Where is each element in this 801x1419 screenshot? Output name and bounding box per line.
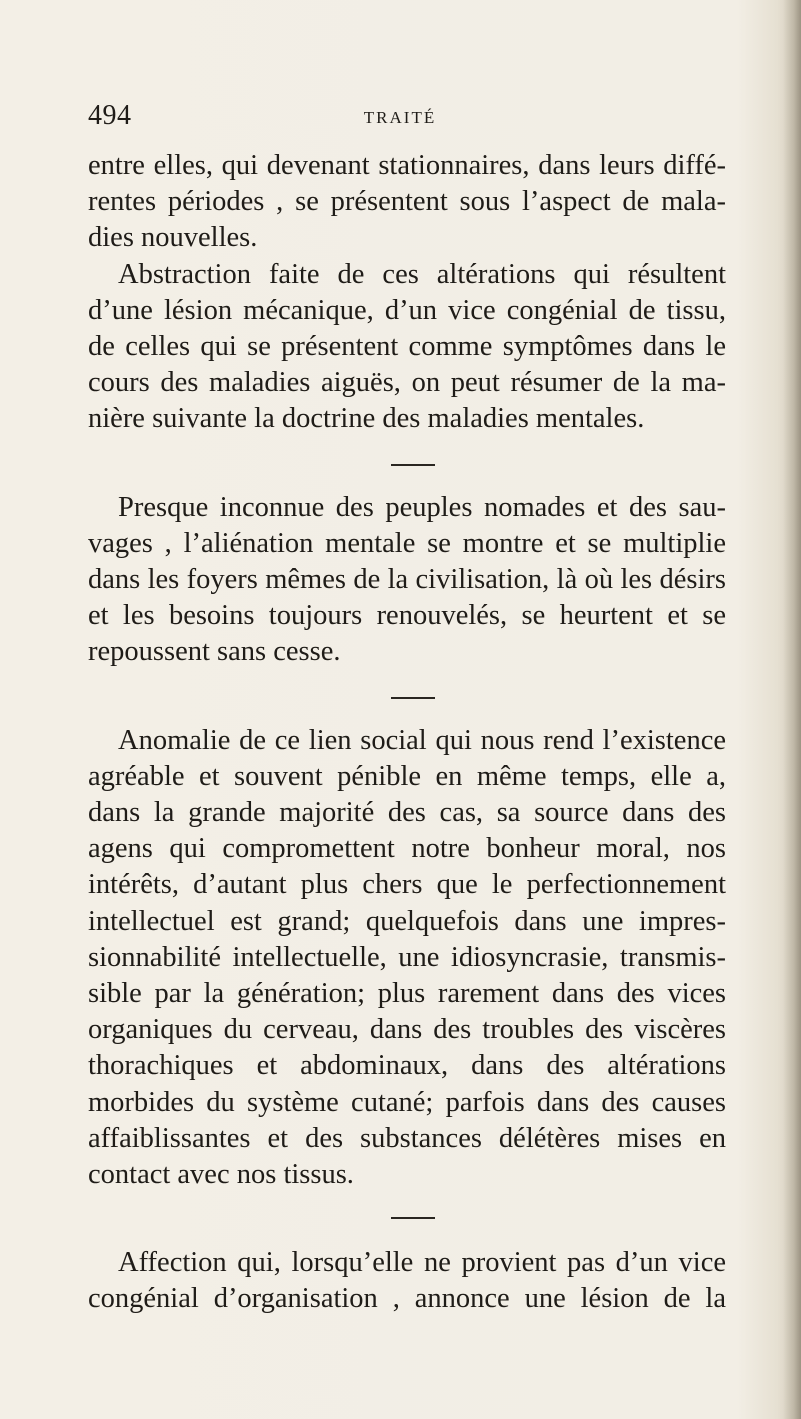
text-line: Affection qui, lorsqu’elle ne provient pas d’un vice xyxy=(118,1247,726,1279)
text-line: congénial d’organisation , annonce une lésion de la xyxy=(88,1283,726,1315)
section-divider xyxy=(391,1217,435,1219)
text-line: vages , l’aliénation mentale se montre et se multiplie xyxy=(88,527,726,559)
text-line: sible par la génération; plus rarement dans des vices xyxy=(88,978,726,1010)
text-line: de celles qui se présentent comme symptômes dans le xyxy=(88,331,726,363)
text-line: et les besoins toujours renouvelés, se heurtent et se xyxy=(88,600,726,632)
text-line: entre elles, qui devenant stationnaires, dans leurs diffé- xyxy=(88,150,726,181)
text-line: organiques du cerveau, dans des troubles des viscères xyxy=(88,1014,726,1046)
text-line: d’une lésion mécanique, d’un vice congénial de tissu, xyxy=(88,294,726,326)
text-line: Abstraction faite de ces altérations qui résultent xyxy=(118,258,726,290)
section-divider xyxy=(391,464,435,466)
text-line: cours des maladies aiguës, on peut résumer de la ma- xyxy=(88,367,726,399)
text-line: nière suivante la doctrine des maladies mentales. xyxy=(88,403,645,435)
paragraph xyxy=(88,148,726,257)
text-line: agréable et souvent pénible en même temps, elle a, xyxy=(88,760,726,792)
section-divider xyxy=(391,697,435,699)
text-line: intellectuel est grand; quelquefois dans une impres- xyxy=(88,905,726,937)
text-line: dies nouvelles. xyxy=(88,222,258,254)
text-line: thorachiques et abdominaux, dans des altérations xyxy=(88,1050,726,1082)
text-line: intérêts, d’autant plus chers que le perfectionnement xyxy=(88,869,726,901)
text-line: dans la grande majorité des cas, sa source dans des xyxy=(88,797,726,829)
paragraph xyxy=(88,723,726,1194)
page-number: 494 xyxy=(88,100,132,131)
page-edge-shadow xyxy=(783,0,801,1419)
paragraph xyxy=(88,1245,726,1317)
page-header xyxy=(88,100,712,140)
paragraph xyxy=(88,490,726,671)
text-line: dans les foyers mêmes de la civilisation, là où les désirs xyxy=(88,564,726,596)
text-line: Presque inconnue des peuples nomades et des sau- xyxy=(118,491,726,523)
text-line: repoussent sans cesse. xyxy=(88,636,341,668)
body-text xyxy=(88,148,726,1318)
text-line: sionnabilité intellectuelle, une idiosyncrasie, transmis- xyxy=(88,941,726,973)
text-line: contact avec nos tissus. xyxy=(88,1159,354,1191)
text-line: Anomalie de ce lien social qui nous rend l’existence xyxy=(118,724,726,756)
text-line: rentes périodes , se présentent sous l’aspect de mala- xyxy=(88,186,726,218)
text-line: agens qui compromettent notre bonheur moral, nos xyxy=(88,833,726,865)
running-title: TRAITÉ xyxy=(363,108,437,127)
text-line: affaiblissantes et des substances délétères mises en xyxy=(88,1122,726,1154)
text-line: morbides du système cutané; parfois dans des causes xyxy=(88,1086,726,1118)
paragraph xyxy=(88,257,726,438)
